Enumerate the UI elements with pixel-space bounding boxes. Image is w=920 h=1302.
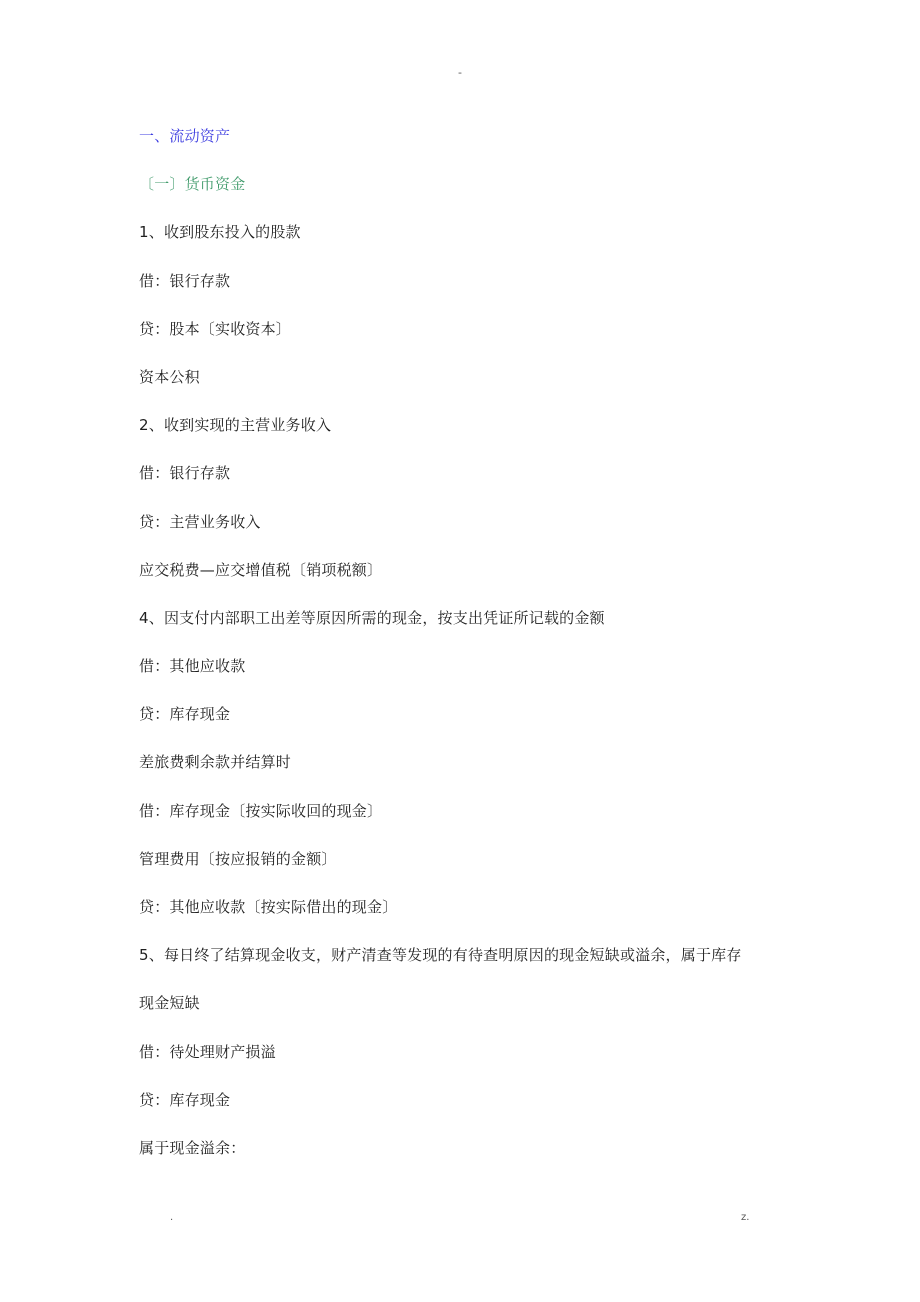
text-line: 借：其他应收款 <box>139 657 246 676</box>
footer-left-mark: . <box>170 1212 174 1223</box>
text-line: 现金短缺 <box>139 994 200 1013</box>
text-line: 借：银行存款 <box>139 464 231 483</box>
footer-right-mark: z. <box>741 1212 750 1223</box>
document-body <box>139 125 799 1185</box>
text-line: 差旅费剩余款并结算时 <box>139 753 292 772</box>
section-heading: 一、流动资产 <box>139 127 231 145</box>
text-line: 1、收到股东投入的股款 <box>139 223 301 242</box>
text-line: 资本公积 <box>139 367 200 386</box>
text-line: 2、收到实现的主营业务收入 <box>139 416 332 435</box>
text-line: 贷：主营业务收入 <box>139 512 261 531</box>
text-line: 应交税费—应交增值税〔销项税额〕 <box>139 560 383 579</box>
text-line: 属于现金溢余： <box>139 1138 246 1157</box>
page-header-mark: - <box>458 66 462 79</box>
text-line: 借：银行存款 <box>139 271 231 290</box>
text-line: 借：待处理财产损溢 <box>139 1042 276 1061</box>
text-line: 管理费用〔按应报销的金额〕 <box>139 849 337 868</box>
text-line: 贷：股本〔实收资本〕 <box>139 319 292 338</box>
text-line: 借：库存现金〔按实际收回的现金〕 <box>139 801 383 820</box>
text-line: 5、每日终了结算现金收支，财产清查等发现的有待查明原因的现金短缺或溢余，属于库存 <box>139 946 742 965</box>
text-line: 贷：库存现金 <box>139 1090 231 1109</box>
text-line: 4、因支付内部职工出差等原因所需的现金，按支出凭证所记载的金额 <box>139 608 605 627</box>
text-line: 贷：其他应收款〔按实际借出的现金〕 <box>139 898 398 916</box>
text-line: 贷：库存现金 <box>139 705 231 724</box>
subsection-heading: 〔一〕货币资金 <box>139 175 246 194</box>
